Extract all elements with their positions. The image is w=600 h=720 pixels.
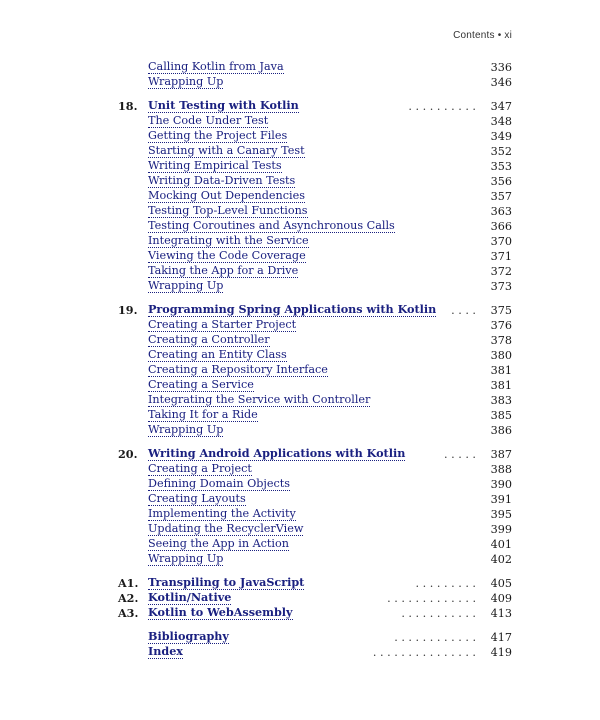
toc-section-row <box>118 333 512 348</box>
section-title-link[interactable]: Updating the RecyclerView <box>148 522 304 535</box>
section-title-link[interactable]: Testing Top-Level Functions <box>148 204 308 217</box>
toc-chapter-row <box>118 303 512 318</box>
dot-leader: . . . . . . . . . . <box>408 100 476 113</box>
chapter-title-link[interactable]: Kotlin to WebAssembly <box>148 605 293 619</box>
page-number: 387 <box>490 448 512 461</box>
page-number: 373 <box>490 280 512 293</box>
page-number: 409 <box>490 592 512 605</box>
toc-section-row <box>118 234 512 249</box>
section-title-link[interactable]: Creating a Project <box>148 462 252 475</box>
page-number: 417 <box>490 631 512 644</box>
page-number: 348 <box>490 115 512 128</box>
section-title-link[interactable]: Creating Layouts <box>148 492 246 505</box>
page-number: 383 <box>490 394 512 407</box>
page-number: 336 <box>490 61 512 74</box>
toc-section-row <box>118 174 512 189</box>
chapter-number: A2. <box>118 591 139 605</box>
page-number: 419 <box>490 646 512 659</box>
section-title-link[interactable]: Defining Domain Objects <box>148 477 291 490</box>
page-number: 380 <box>490 349 512 362</box>
toc-section-row <box>118 552 512 567</box>
section-title-link[interactable]: Wrapping Up <box>148 75 224 88</box>
chapter-title-link[interactable]: Bibliography <box>148 629 229 643</box>
chapter-title-link[interactable]: Writing Android Applications with Kotlin <box>148 446 406 460</box>
toc-section-row <box>118 264 512 279</box>
section-title-link[interactable]: Creating a Controller <box>148 333 270 346</box>
section-title-link[interactable]: Wrapping Up <box>148 279 224 292</box>
toc-section-row <box>118 318 512 333</box>
page-number: 370 <box>490 235 512 248</box>
page-number: 376 <box>490 319 512 332</box>
section-title-link[interactable]: The Code Under Test <box>148 114 269 127</box>
chapter-number: A3. <box>118 606 139 620</box>
section-title-link[interactable]: Starting with a Canary Test <box>148 144 305 157</box>
page-number: 401 <box>490 538 512 551</box>
page-number: 356 <box>490 175 512 188</box>
toc-section-row <box>118 393 512 408</box>
page-number: 399 <box>490 523 512 536</box>
section-title-link[interactable]: Getting the Project Files <box>148 129 288 142</box>
page-number: 349 <box>490 130 512 143</box>
page-number: 378 <box>490 334 512 347</box>
toc-section-row <box>118 60 512 75</box>
section-title-link[interactable]: Viewing the Code Coverage <box>148 249 306 262</box>
toc-section-row <box>118 204 512 219</box>
table-of-contents <box>118 60 512 660</box>
chapter-title-link[interactable]: Transpiling to JavaScript <box>148 575 305 589</box>
section-title-link[interactable]: Writing Empirical Tests <box>148 159 282 172</box>
page-number: 381 <box>490 364 512 377</box>
toc-chapter-row <box>118 645 512 660</box>
page-number: 386 <box>490 424 512 437</box>
section-title-link[interactable]: Creating a Service <box>148 378 254 391</box>
section-title-link[interactable]: Integrating with the Service <box>148 234 309 247</box>
toc-section-row <box>118 159 512 174</box>
section-title-link[interactable]: Seeing the App in Action <box>148 537 289 550</box>
page-number: 346 <box>490 76 512 89</box>
chapter-number: A1. <box>118 576 139 590</box>
section-title-link[interactable]: Writing Data-Driven Tests <box>148 174 296 187</box>
toc-section-row <box>118 492 512 507</box>
page-number: 372 <box>490 265 512 278</box>
page-number: 347 <box>490 100 512 113</box>
chapter-title-link[interactable]: Kotlin/Native <box>148 590 232 604</box>
dot-leader: . . . . . . . . . <box>415 577 476 590</box>
toc-section-row <box>118 348 512 363</box>
toc-section-row <box>118 144 512 159</box>
page-number: 413 <box>490 607 512 620</box>
section-title-link[interactable]: Calling Kotlin from Java <box>148 60 284 73</box>
dot-leader: . . . . . . . . . . . <box>401 607 476 620</box>
page-number: 371 <box>490 250 512 263</box>
toc-section-row <box>118 408 512 423</box>
toc-chapter-row <box>118 447 512 462</box>
page-number: 402 <box>490 553 512 566</box>
page-number: 390 <box>490 478 512 491</box>
toc-section-row <box>118 114 512 129</box>
section-title-link[interactable]: Taking the App for a Drive <box>148 264 299 277</box>
toc-section-row <box>118 507 512 522</box>
toc-section-row <box>118 129 512 144</box>
chapter-number: 20. <box>118 447 138 461</box>
toc-chapter-row <box>118 99 512 114</box>
chapter-title-link[interactable]: Programming Spring Applications with Kotlin <box>148 302 437 316</box>
toc-section-row <box>118 279 512 294</box>
toc-chapter-row <box>118 630 512 645</box>
page-number: 375 <box>490 304 512 317</box>
section-title-link[interactable]: Implementing the Activity <box>148 507 296 520</box>
page-number: 353 <box>490 160 512 173</box>
section-title-link[interactable]: Mocking Out Dependencies <box>148 189 305 202</box>
page-number: 357 <box>490 190 512 203</box>
page-number: 391 <box>490 493 512 506</box>
toc-section-row <box>118 378 512 393</box>
page-number: 385 <box>490 409 512 422</box>
toc-chapter-row <box>118 606 512 621</box>
section-title-link[interactable]: Wrapping Up <box>148 552 224 565</box>
dot-leader: . . . . . . . . . . . . . <box>387 592 476 605</box>
page-number: 388 <box>490 463 512 476</box>
page-number: 395 <box>490 508 512 521</box>
page-number: 352 <box>490 145 512 158</box>
chapter-title-link[interactable]: Index <box>148 644 183 658</box>
section-title-link[interactable]: Creating a Repository Interface <box>148 363 328 376</box>
toc-section-row <box>118 462 512 477</box>
page-number: 381 <box>490 379 512 392</box>
dot-leader: . . . . . . . . . . . . . . . <box>372 646 476 659</box>
toc-section-row <box>118 219 512 234</box>
running-head: Contents • xi <box>453 30 512 41</box>
toc-chapter-row <box>118 576 512 591</box>
section-title-link[interactable]: Wrapping Up <box>148 423 224 436</box>
toc-section-row <box>118 249 512 264</box>
page-number: 363 <box>490 205 512 218</box>
dot-leader: . . . . . <box>443 448 476 461</box>
dot-leader: . . . . . . . . . . . . <box>394 631 476 644</box>
toc-section-row <box>118 363 512 378</box>
toc-section-row <box>118 522 512 537</box>
toc-section-row <box>118 75 512 90</box>
toc-section-row <box>118 423 512 438</box>
toc-chapter-row <box>118 591 512 606</box>
toc-section-row <box>118 477 512 492</box>
chapter-number: 19. <box>118 303 138 317</box>
section-title-link[interactable]: Integrating the Service with Controller <box>148 393 371 406</box>
dot-leader: . . . . <box>451 304 476 317</box>
section-title-link[interactable]: Testing Coroutines and Asynchronous Calls <box>148 219 395 232</box>
toc-section-row <box>118 189 512 204</box>
chapter-number: 18. <box>118 99 138 113</box>
section-title-link[interactable]: Creating an Entity Class <box>148 348 287 361</box>
section-title-link[interactable]: Creating a Starter Project <box>148 318 297 331</box>
section-title-link[interactable]: Taking It for a Ride <box>148 408 258 421</box>
page-number: 405 <box>490 577 512 590</box>
chapter-title-link[interactable]: Unit Testing with Kotlin <box>148 98 299 112</box>
page-number: 366 <box>490 220 512 233</box>
toc-section-row <box>118 537 512 552</box>
